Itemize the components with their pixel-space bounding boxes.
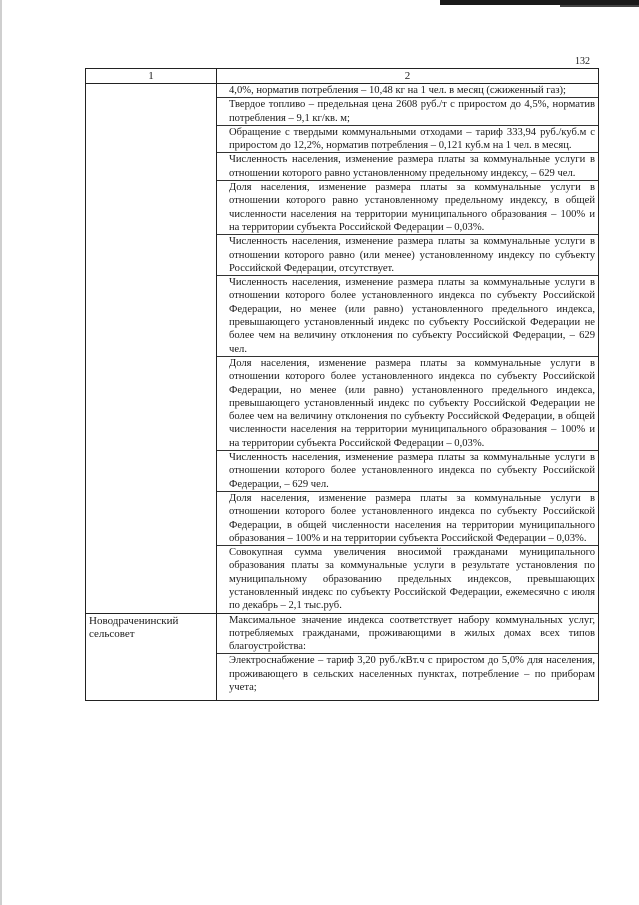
paragraph: Доля населения, изменение размера платы за коммунальные услуги в отношении которого более установленного индекса по субъекту Российской Федерации, в общей численности населения на территории муниципального образования – 100% и на территории субъекта Российской Федерации – 0,03%. [217, 491, 598, 545]
paragraph: Численность населения, изменение размера платы за коммунальные услуги в отношении которого равно (или менее) установленному индексу по субъекту Российской Федерации, отсутствует. [217, 234, 598, 275]
paragraph: Обращение с твердыми коммунальными отходами – тариф 333,94 руб./куб.м с приростом до 12,2%, норматив потребления – 0,121 куб.м на 1 чел. в месяц. [217, 125, 598, 153]
paragraph: Электроснабжение – тариф 3,20 руб./кВт.ч с приростом до 5,0% для населения, проживающего в сельских населенных пунктах, потребление – по приборам учета; [217, 653, 598, 694]
table-header-row [86, 69, 599, 84]
column-header-2: 2 [217, 69, 599, 84]
data-table [85, 68, 599, 701]
paragraph: Численность населения, изменение размера платы за коммунальные услуги в отношении которого более установленного индекса по субъекту Российской Федерации, – 629 чел. [217, 450, 598, 491]
paragraph: Доля населения, изменение размера платы за коммунальные услуги в отношении которого равно установленному предельному индексу, в общей численности населения на территории муниципального образования – 100% и на территории субъекта Российской Федерации – 0,03%. [217, 180, 598, 234]
paragraph: Совокупная сумма увеличения вносимой гражданами муниципального образования платы за коммунальные услуги в результате установления по муниципальному образованию предельных индексов, превышающих установленный индекс по субъекту Российской Федерации, ежемесячно с июля по декабрь – 2,1 тыс.руб. [217, 545, 598, 612]
column-header-1: 1 [86, 69, 217, 84]
territory-cell [86, 84, 217, 614]
content-cell [217, 84, 599, 614]
table-bottom-gap [217, 694, 598, 700]
paragraph: Твердое топливо – предельная цена 2608 руб./т с приростом до 4,5%, норматив потребления – 9,1 кг/кв. м; [217, 97, 598, 125]
table-row [86, 84, 599, 614]
table-row [86, 613, 599, 701]
paragraph: Численность населения, изменение размера платы за коммунальные услуги в отношении которого более установленного индекса по субъекту Российской Федерации, но менее (или равно) установленного предельного индекса, превышающего установленный индекс по субъекту Российской Федерации не более чем на величину отклонения по субъекту Российской Федерации, – 629 чел. [217, 275, 598, 356]
paragraph: Доля населения, изменение размера платы за коммунальные услуги в отношении которого более установленного индекса по субъекту Российской Федерации, но менее (или равно) установленного предельного индекса, превышающего установленный индекс по субъекту Российской Федерации не более чем на величину отклонения по субъекту Российской Федерации, в общей численности населения на территории муниципального образования – 100% и на территории субъекта Российской Федерации – 0,03%. [217, 356, 598, 450]
content-cell [217, 613, 599, 701]
paragraph: Максимальное значение индекса соответствует набору коммунальных услуг, потребляемых гражданами, проживающими в жилых домах всех типов благоустройства: [229, 614, 595, 653]
territory-cell: Новодраченинский сельсовет [86, 613, 217, 701]
page-number: 132 [575, 56, 590, 67]
scan-edge-left [0, 0, 2, 905]
paragraph: Численность населения, изменение размера платы за коммунальные услуги в отношении которого равно установленному предельному индексу, – 629 чел. [217, 152, 598, 180]
paragraph: 4,0%, норматив потребления – 10,48 кг на 1 чел. в месяц (сжиженный газ); [229, 85, 566, 96]
scan-edge-top-secondary [560, 5, 639, 7]
